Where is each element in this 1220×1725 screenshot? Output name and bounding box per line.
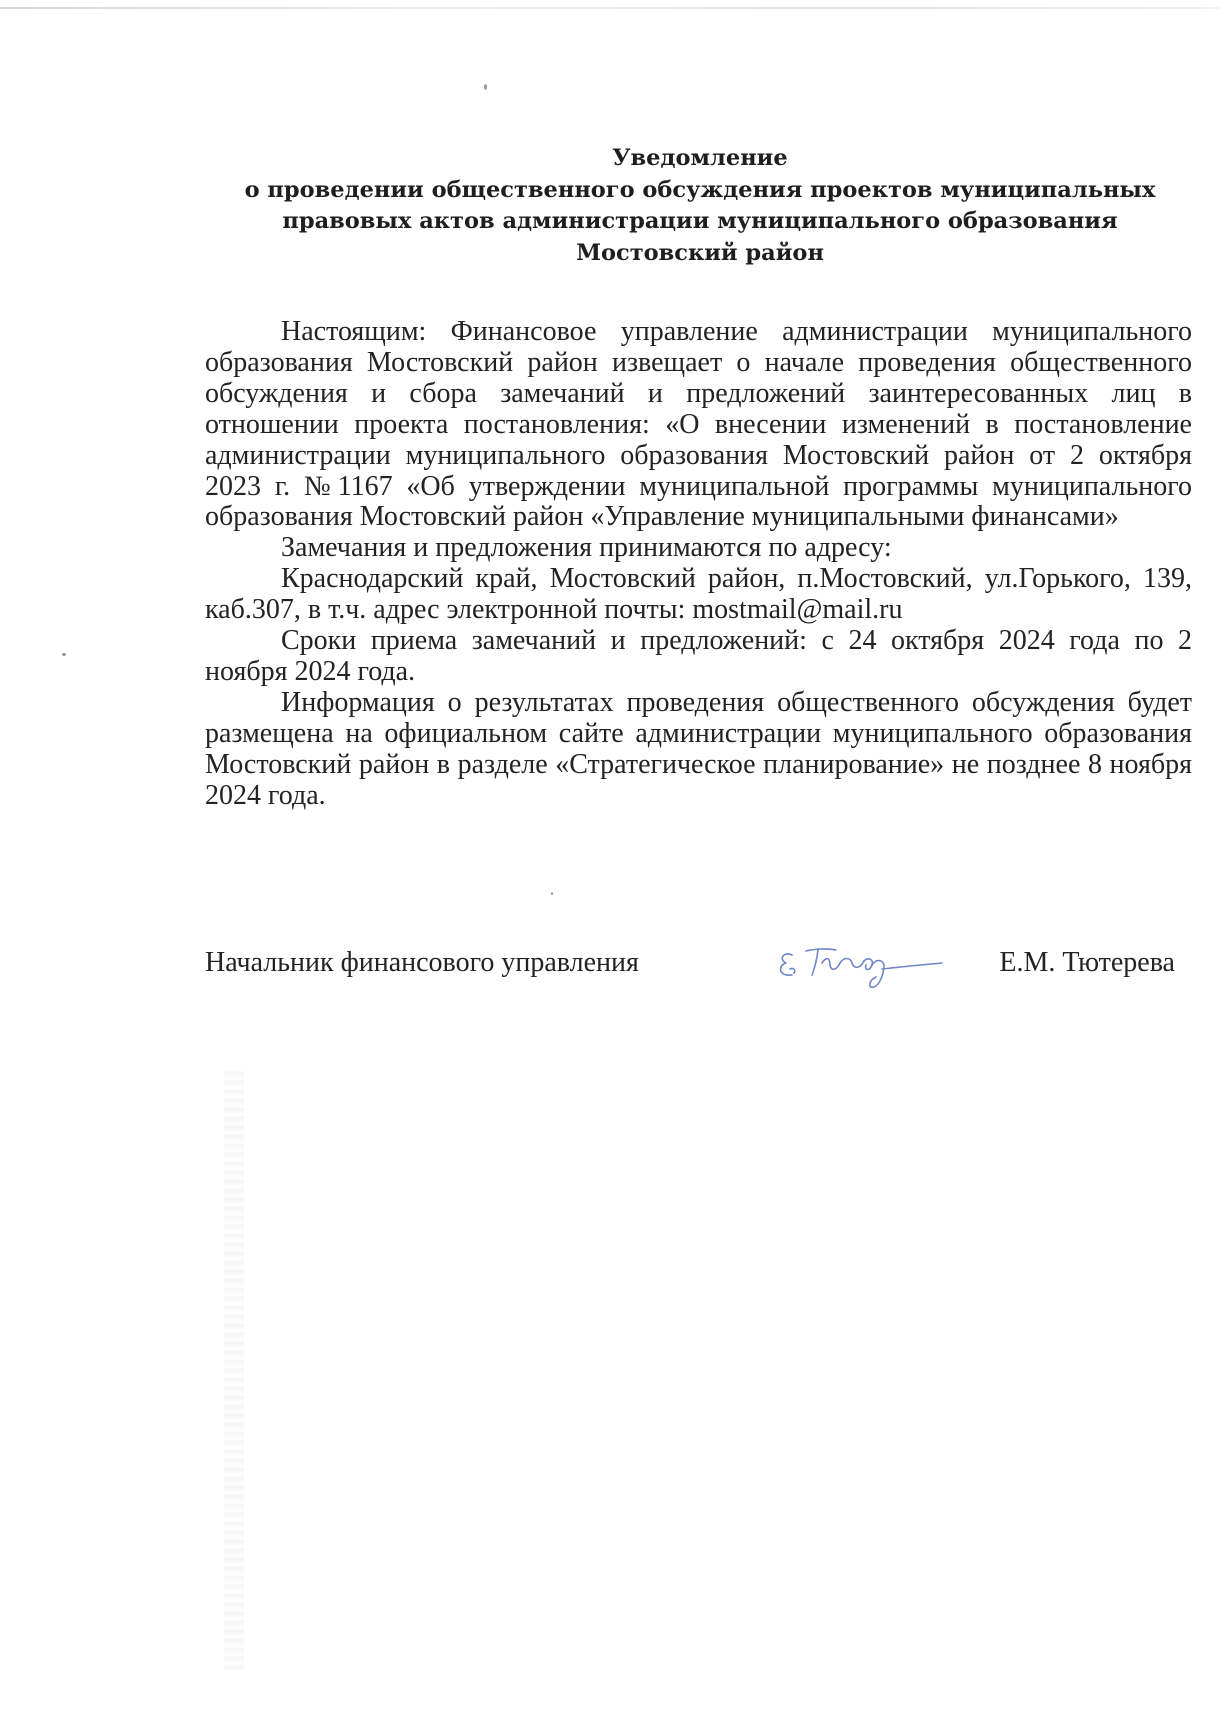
signatory-position: Начальник финансового управления <box>205 947 639 978</box>
title-line: Мостовский район <box>576 239 824 266</box>
scan-speck <box>551 892 553 895</box>
scan-streak <box>224 1070 244 1670</box>
paragraph-notice: Настоящим: Финансовое управление администрации муниципального образования Мостовский район извещает о начале проведения общественного обсуждения и сбора замечаний и предложений заинтересованных лиц в отношении проекта постановления: «О внесении изменений в постановление администрации муниципального образования Мостовский район от 2 октября 2023 г. №1167 «Об утверждении муниципальной программы муниципального образования Мостовский район «Управление муниципальными финансами» <box>205 316 1192 533</box>
document-body <box>205 317 1192 812</box>
scan-top-edge <box>0 7 1220 9</box>
scan-speck <box>484 84 487 90</box>
signature-block <box>205 947 1195 1007</box>
paragraph-deadlines: Сроки приема замечаний и предложений: с 24 октября 2024 года по 2 ноября 2024 года. <box>205 625 1192 687</box>
paragraph-address-intro: Замечания и предложения принимаются по адресу: <box>281 532 892 564</box>
document-title <box>205 143 1195 269</box>
handwritten-signature <box>770 933 950 993</box>
paragraph-results-info: Информация о результатах проведения общественного обсуждения будет размещена на официальном сайте администрации муниципального образования Мостовский район в разделе «Стратегическое планирование» не позднее 8 ноября 2024 года. <box>205 686 1192 811</box>
title-line: правовых актов администрации муниципального образования <box>282 208 1118 234</box>
scan-speck <box>62 653 66 656</box>
paragraph-address: Краснодарский край, Мостовский район, п.Мостовский, ул.Горького, 139, каб.307, в т.ч. адрес электронной почты: mostmail@mail.ru <box>205 563 1192 626</box>
title-line: о проведении общественного обсуждения проектов муниципальных <box>244 176 1156 203</box>
title-line: Уведомление <box>612 145 788 171</box>
signatory-name: Е.М. Тютерева <box>999 947 1175 978</box>
